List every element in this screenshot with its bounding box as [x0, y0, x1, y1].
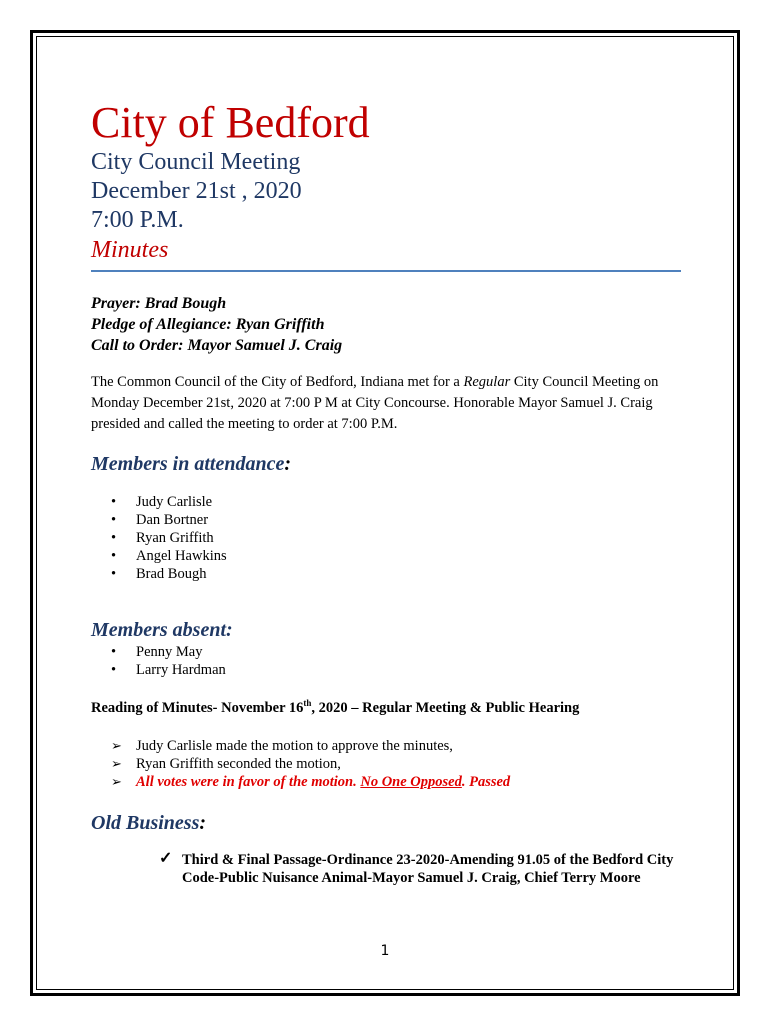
- member-name: Larry Hardman: [136, 662, 226, 678]
- intro-text-end: City Council Meeting on Monday December 21st, 2020 at 7:00 P M at City Concourse. Honorable Mayor Samuel J. Craig presided and called the meeting to order at 7:00 P.M.: [91, 374, 659, 432]
- meeting-time: 7:00 P.M.: [91, 207, 184, 233]
- member-name: Penny May: [136, 644, 203, 660]
- list-item: [91, 737, 681, 755]
- intro-text-start: The Common Council of the City of Bedford, Indiana met for a: [91, 374, 464, 390]
- meeting-type: City Council Meeting: [91, 149, 301, 175]
- attendance-heading-text: Members in attendance: [91, 453, 285, 475]
- arrow-bullet-icon: ➢: [111, 737, 122, 753]
- page-number: 1: [380, 943, 390, 959]
- attendance-heading-colon: :: [284, 453, 292, 475]
- vote-passed-text: . Passed: [461, 773, 511, 790]
- bullet-icon: •: [111, 512, 117, 528]
- document-title: City of Bedford: [91, 98, 370, 147]
- bullet-icon: •: [111, 494, 117, 510]
- vote-result: [136, 774, 510, 790]
- attendance-heading: [91, 453, 681, 476]
- list-item: [91, 493, 681, 511]
- bullet-icon: •: [111, 566, 117, 582]
- motion-text: Judy Carlisle made the motion to approve the minutes,: [136, 737, 453, 754]
- bullet-icon: •: [111, 548, 117, 564]
- document-type: Minutes: [91, 237, 169, 263]
- member-name: Dan Bortner: [136, 512, 209, 528]
- intro-meeting-kind: Regular: [463, 374, 511, 390]
- meeting-date: December 21st , 2020: [91, 178, 302, 204]
- vote-text: All votes were in favor of the motion.: [136, 773, 361, 790]
- reading-of-minutes-heading: [91, 693, 681, 718]
- list-item: [91, 773, 681, 791]
- role-call-to-order: Call to Order: Mayor Samuel J. Craig: [91, 337, 343, 354]
- bullet-icon: •: [111, 530, 117, 546]
- reading-prefix: Reading of Minutes- November 16: [91, 699, 304, 716]
- list-item: [91, 565, 681, 583]
- role-prayer: Prayer: Brad Bough: [91, 295, 227, 312]
- list-item: [91, 547, 681, 565]
- absent-heading: Members absent:: [91, 619, 233, 641]
- old-business-heading-colon: :: [199, 811, 207, 834]
- member-name: Angel Hawkins: [136, 548, 227, 564]
- member-name: Brad Bough: [136, 566, 207, 582]
- member-name: Judy Carlisle: [136, 494, 213, 510]
- list-item: [91, 661, 681, 679]
- list-item: [91, 529, 681, 547]
- member-name: Ryan Griffith: [136, 530, 214, 546]
- bullet-icon: •: [111, 644, 117, 660]
- motion-list: [91, 737, 681, 791]
- reading-suffix: , 2020 – Regular Meeting & Public Hearing: [311, 699, 580, 716]
- bullet-icon: •: [111, 662, 117, 678]
- old-business-item-text: Third & Final Passage-Ordinance 23-2020-Amending 91.05 of the Bedford City Code-Public Nuisance Animal-Mayor Samuel J. Craig, Chief Terry Moore: [182, 851, 674, 886]
- attendance-list: [91, 493, 681, 583]
- role-pledge: Pledge of Allegiance: Ryan Griffith: [91, 316, 325, 333]
- title-divider: [91, 270, 681, 272]
- arrow-bullet-icon: ➢: [111, 773, 122, 789]
- old-business-heading-text: Old Business: [91, 811, 200, 834]
- list-item: [91, 755, 681, 773]
- old-business-heading: [91, 812, 681, 835]
- intro-paragraph: [91, 372, 681, 435]
- checkmark-icon: ✓: [159, 849, 173, 867]
- vote-opposed-text: No One Opposed: [360, 773, 462, 790]
- motion-text: Ryan Griffith seconded the motion,: [136, 755, 341, 772]
- old-business-item: [159, 849, 677, 887]
- list-item: [91, 643, 681, 661]
- document-body: [91, 98, 681, 887]
- reading-ordinal-suffix: th: [303, 698, 312, 708]
- list-item: [91, 511, 681, 529]
- arrow-bullet-icon: ➢: [111, 755, 122, 771]
- meeting-roles: [91, 293, 681, 356]
- absent-list: [91, 643, 681, 679]
